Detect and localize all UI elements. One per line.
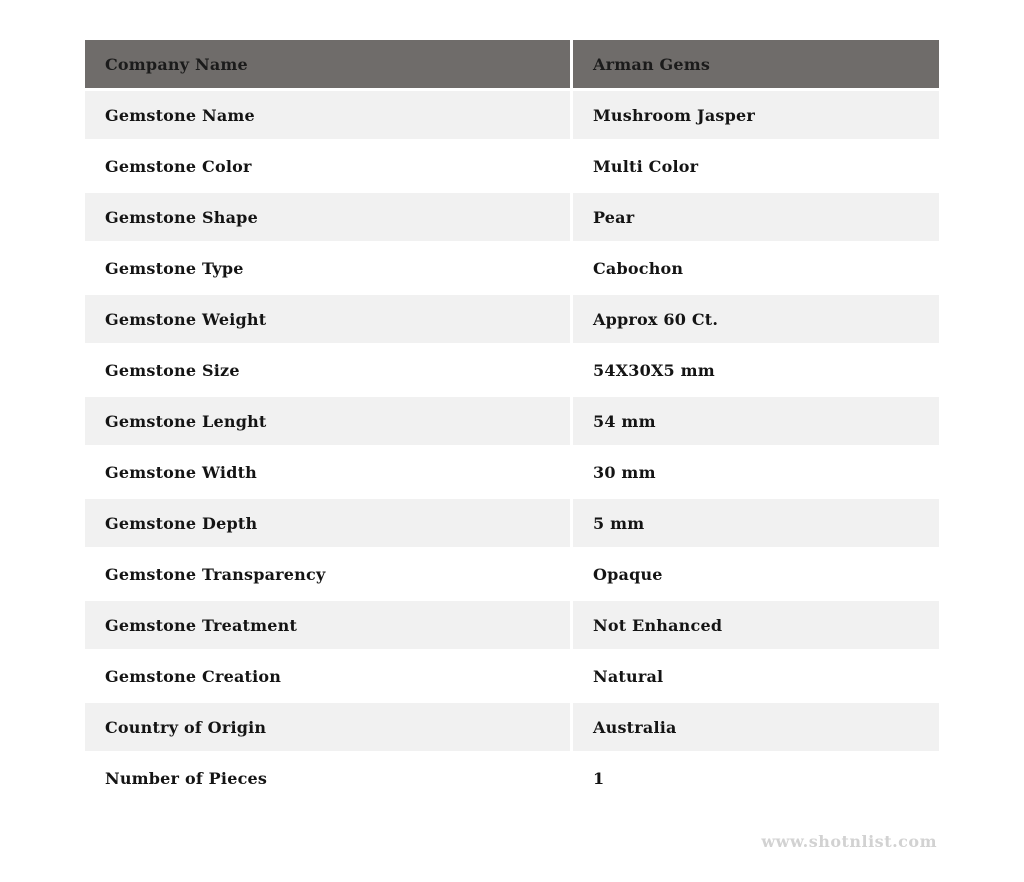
spec-label: Country of Origin — [85, 703, 570, 751]
spec-value: Cabochon — [573, 244, 939, 292]
table-header-label: Company Name — [85, 40, 570, 88]
spec-value: Natural — [573, 652, 939, 700]
spec-value: Not Enhanced — [573, 601, 939, 649]
spec-value: Pear — [573, 193, 939, 241]
spec-label: Gemstone Lenght — [85, 397, 570, 445]
spec-label: Gemstone Shape — [85, 193, 570, 241]
spec-label: Number of Pieces — [85, 754, 570, 802]
gemstone-spec-table — [85, 40, 939, 802]
spec-value: 5 mm — [573, 499, 939, 547]
spec-label: Gemstone Width — [85, 448, 570, 496]
spec-value: Multi Color — [573, 142, 939, 190]
spec-label: Gemstone Weight — [85, 295, 570, 343]
table-header-value: Arman Gems — [573, 40, 939, 88]
spec-value: Australia — [573, 703, 939, 751]
spec-label: Gemstone Transparency — [85, 550, 570, 598]
spec-value: 30 mm — [573, 448, 939, 496]
spec-value: Mushroom Jasper — [573, 91, 939, 139]
spec-value: 54X30X5 mm — [573, 346, 939, 394]
spec-value: Approx 60 Ct. — [573, 295, 939, 343]
spec-value: 1 — [573, 754, 939, 802]
spec-label: Gemstone Creation — [85, 652, 570, 700]
spec-label: Gemstone Depth — [85, 499, 570, 547]
spec-value: Opaque — [573, 550, 939, 598]
spec-value: 54 mm — [573, 397, 939, 445]
spec-label: Gemstone Size — [85, 346, 570, 394]
spec-label: Gemstone Name — [85, 91, 570, 139]
watermark-text: www.shotnlist.com — [761, 832, 937, 851]
spec-label: Gemstone Treatment — [85, 601, 570, 649]
spec-label: Gemstone Color — [85, 142, 570, 190]
spec-label: Gemstone Type — [85, 244, 570, 292]
